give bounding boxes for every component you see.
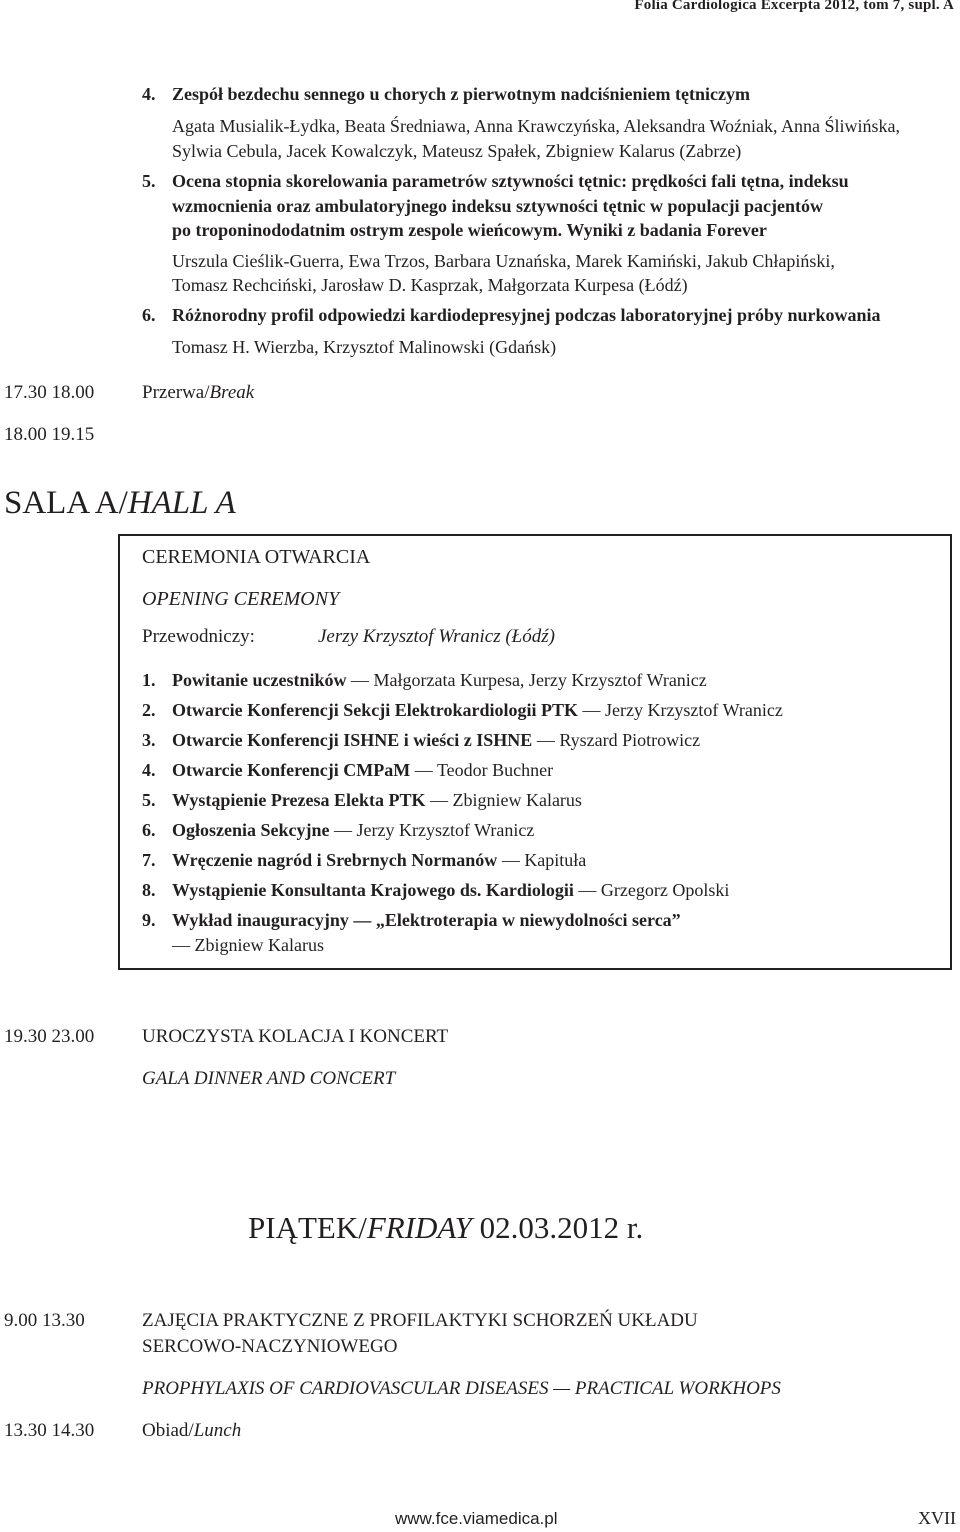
ceremony-item-4: 4. Otwarcie Konferencji CMPaM — Teodor Buchner	[142, 760, 554, 780]
break-label: Przerwa/Break	[142, 382, 255, 403]
workshop-time: 9.00 13.30	[4, 1310, 85, 1331]
lunch-time: 13.30 14.30	[4, 1420, 95, 1441]
ceremony-item-2: 2. Otwarcie Konferencji Sekcji Elektrokardiologii PTK — Jerzy Krzysztof Wranicz	[142, 700, 783, 720]
workshop-title-pl-line2: SERCOWO-NACZYNIOWEGO	[142, 1336, 398, 1357]
hall-heading: SALA A/HALL A	[4, 485, 236, 521]
ceremony-item-9-person: — Zbigniew Kalarus	[172, 935, 324, 955]
ceremony-item-9: 9. Wykład inauguracyjny — „Elektroterapia w niewydolności serca”	[142, 910, 681, 930]
talk-4-authors-line1: Agata Musialik-Łydka, Beata Średniawa, Anna Krawczyńska, Aleksandra Woźniak, Anna Śliwińska,	[172, 116, 901, 136]
talk-5-authors-line2: Tomasz Rechciński, Jarosław D. Kasprzak, Małgorzata Kurpesa (Łódź)	[172, 275, 688, 295]
talk-4-title: 4. Zespół bezdechu sennego u chorych z pierwotnym nadciśnieniem tętniczym	[142, 84, 750, 104]
gala-title-pl: UROCZYSTA KOLACJA I KONCERT	[142, 1026, 449, 1047]
gala-time: 19.30 23.00	[4, 1026, 95, 1047]
talk-4-authors-line2: Sylwia Cebula, Jacek Kowalczyk, Mateusz Spałek, Zbigniew Kalarus (Zabrze)	[172, 141, 742, 161]
talk-5-authors-line1: Urszula Cieślik-Guerra, Ewa Trzos, Barbara Uznańska, Marek Kamiński, Jakub Chłapiński,	[172, 251, 835, 271]
break-time: 17.30 18.00	[4, 382, 95, 403]
ceremony-item-1: 1. Powitanie uczestników — Małgorzata Kurpesa, Jerzy Krzysztof Wranicz	[142, 670, 707, 690]
gala-title-en: GALA DINNER AND CONCERT	[142, 1068, 396, 1089]
lunch-label: Obiad/Lunch	[142, 1420, 242, 1441]
ceremony-item-7: 7. Wręczenie nagród i Srebrnych Normanów — Kapituła	[142, 850, 587, 870]
page-number: XVII	[918, 1508, 956, 1528]
chair-name: Jerzy Krzysztof Wranicz (Łódź)	[318, 626, 555, 647]
chair-label: Przewodniczy:	[142, 626, 255, 647]
ceremony-item-6: 6. Ogłoszenia Sekcyjne — Jerzy Krzysztof Wranicz	[142, 820, 535, 840]
talk-5-title-line3: po troponinododatnim ostrym zespole wieńcowym. Wyniki z badania Forever	[172, 220, 767, 240]
talk-5-title-line1: 5. Ocena stopnia skorelowania parametrów sztywności tętnic: prędkości fali tętna, indeksu	[142, 171, 849, 191]
ceremony-item-5: 5. Wystąpienie Prezesa Elekta PTK — Zbigniew Kalarus	[142, 790, 582, 810]
ceremony-item-3: 3. Otwarcie Konferencji ISHNE i wieści z ISHNE — Ryszard Piotrowicz	[142, 730, 701, 750]
talk-6-title: 6. Różnorodny profil odpowiedzi kardiodepresyjnej podczas laboratoryjnej próby nurkowania	[142, 305, 881, 325]
ceremony-item-8: 8. Wystąpienie Konsultanta Krajowego ds. Kardiologii — Grzegorz Opolski	[142, 880, 730, 900]
running-header: Folia Cardiologica Excerpta 2012, tom 7, supl. A	[634, 0, 954, 13]
talk-6-authors: Tomasz H. Wierzba, Krzysztof Malinowski (Gdańsk)	[172, 337, 557, 357]
footer-url[interactable]: www.fce.viamedica.pl	[395, 1509, 558, 1528]
ceremony-title-pl: CEREMONIA OTWARCIA	[142, 546, 371, 568]
day-heading: PIĄTEK/FRIDAY 02.03.2012 r.	[248, 1210, 644, 1245]
ceremony-title-en: OPENING CEREMONY	[142, 588, 340, 610]
workshop-title-en: PROPHYLAXIS OF CARDIOVASCULAR DISEASES — PRACTICAL WORKHOPS	[142, 1378, 781, 1399]
workshop-title-pl-line1: ZAJĘCIA PRAKTYCZNE Z PROFILAKTYKI SCHORZEŃ UKŁADU	[142, 1310, 698, 1331]
slot-time: 18.00 19.15	[4, 424, 95, 445]
talk-5-title-line2: wzmocnienia oraz ambulatoryjnego indeksu sztywności tętnic w populacji pacjentów	[172, 196, 823, 216]
